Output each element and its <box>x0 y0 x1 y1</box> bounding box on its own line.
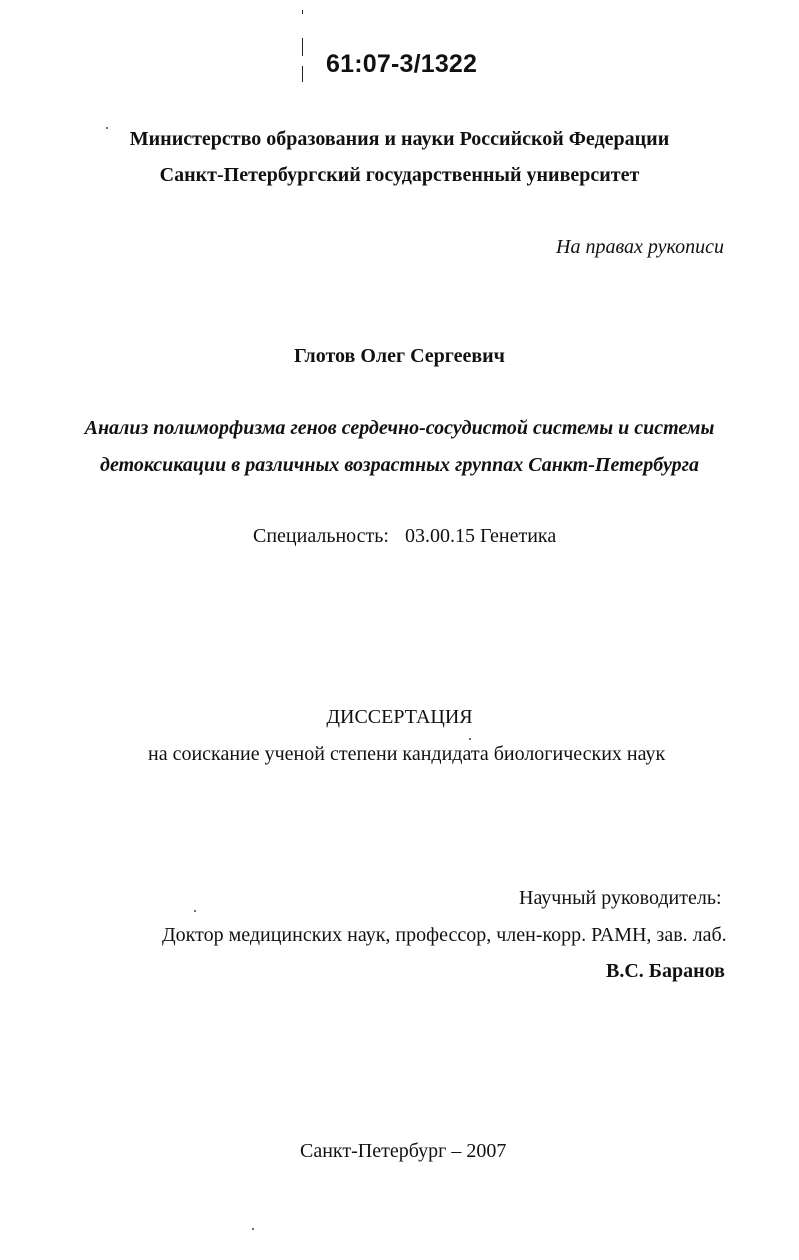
advisor-degree: Доктор медицинских наук, профессор, член-корр. РАМН, зав. лаб. <box>162 924 727 946</box>
advisor-label: Научный руководитель: <box>519 887 722 909</box>
university-heading: Санкт-Петербургский государственный университет <box>159 164 640 186</box>
scan-speck <box>469 738 471 740</box>
specialty <box>253 525 556 548</box>
dissertation-purpose: на соискание ученой степени кандидата биологических наук <box>148 743 666 765</box>
manuscript-rights-note: На правах рукописи <box>556 236 724 258</box>
catalog-number: 61:07-3/1322 <box>326 50 478 78</box>
scan-speck <box>106 127 108 129</box>
author-name: Глотов Олег Сергеевич <box>294 345 505 367</box>
city-year: Санкт-Петербург – 2007 <box>300 1140 507 1162</box>
stamp-bar-mark-lower <box>302 66 303 82</box>
stamp-bar-mark <box>302 38 303 56</box>
thesis-title-line-2: детоксикации в различных возрастных группах Санкт-Петербурга <box>100 454 699 476</box>
stamp-tick-mark <box>302 10 303 14</box>
specialty-value: 03.00.15 Генетика <box>404 525 557 547</box>
ministry-heading: Министерство образования и науки Российской Федерации <box>129 128 670 150</box>
dissertation-heading: ДИССЕРТАЦИЯ <box>326 706 473 728</box>
thesis-title-line-1: Анализ полиморфизма генов сердечно-сосудистой системы и системы <box>84 417 715 439</box>
scan-speck <box>252 1228 254 1230</box>
scan-speck <box>194 910 196 912</box>
advisor-name: В.С. Баранов <box>606 960 725 982</box>
specialty-label: Специальность: <box>253 525 389 547</box>
